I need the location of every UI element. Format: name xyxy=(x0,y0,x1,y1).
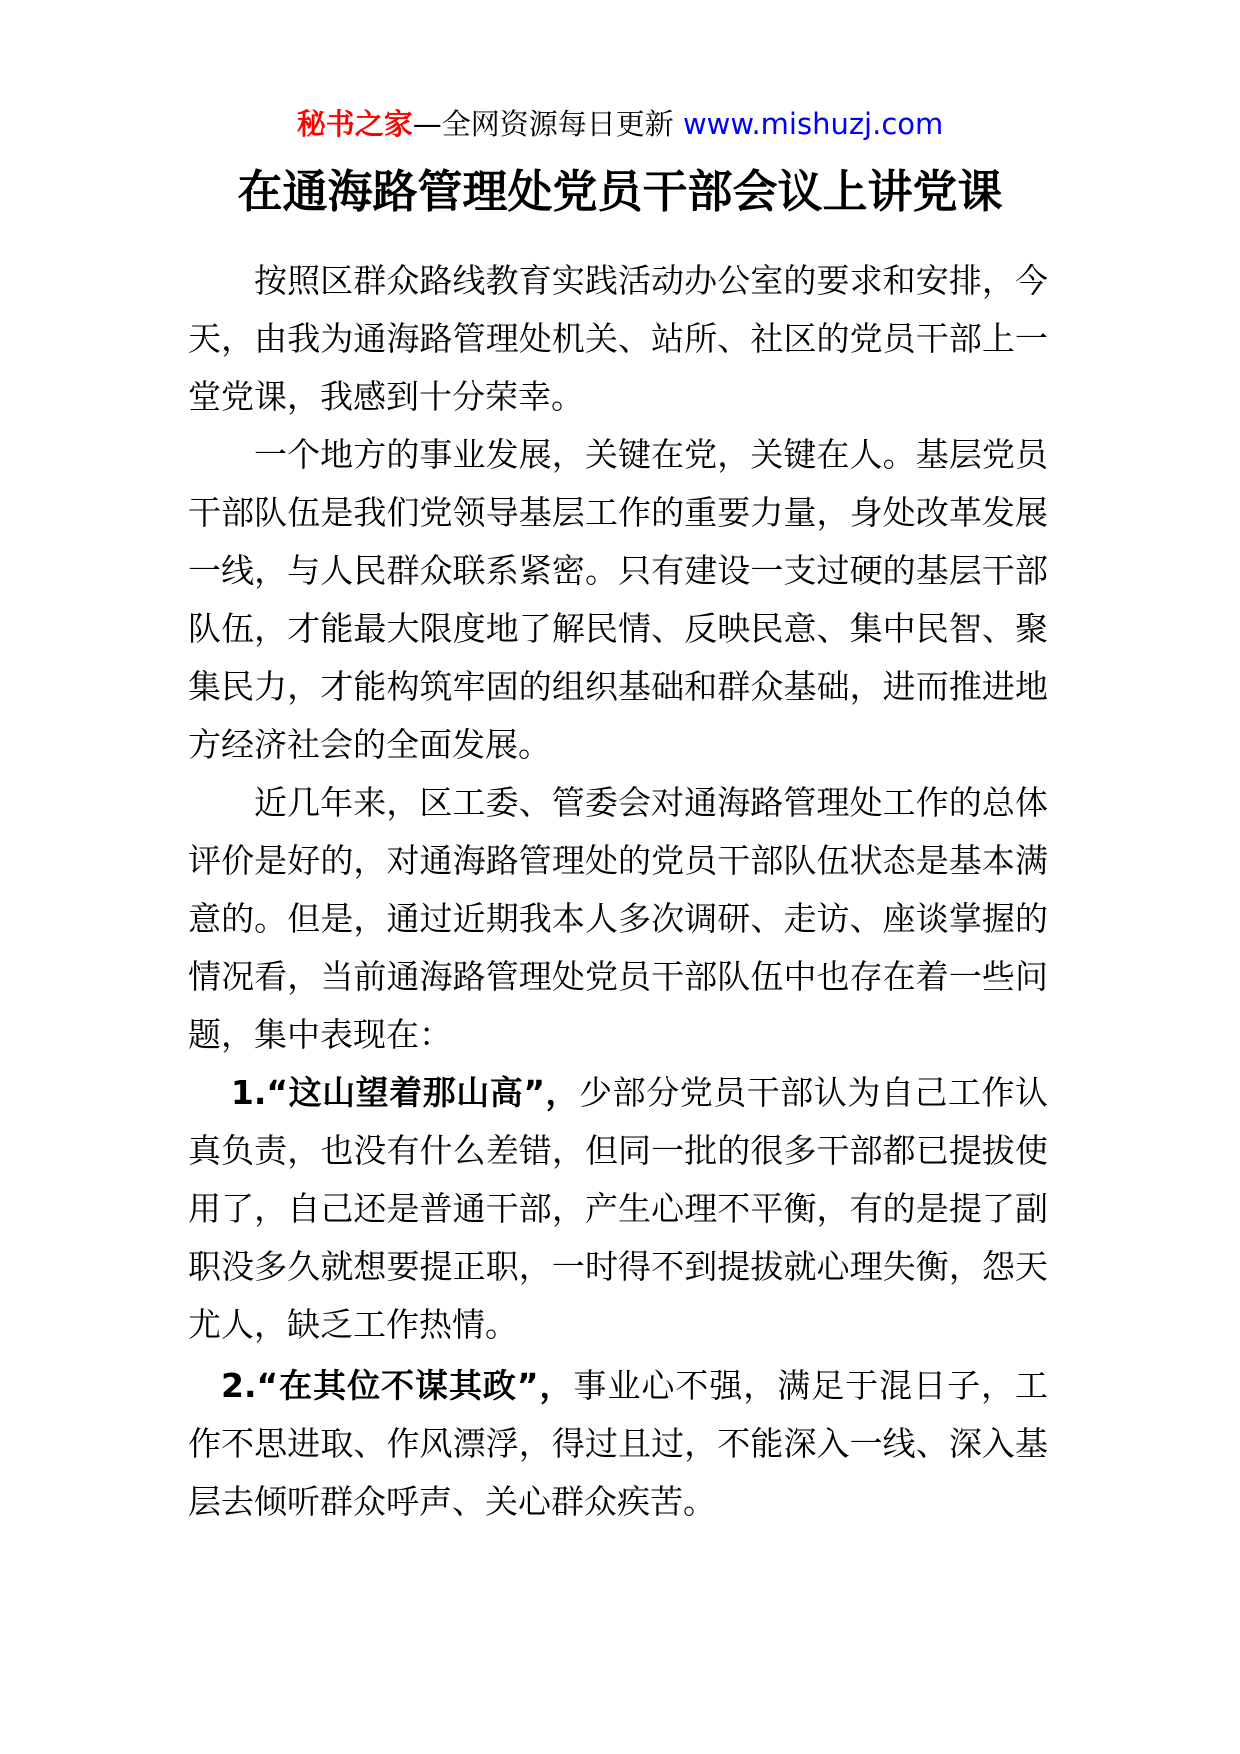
paragraph-assessment: 近几年来，区工委、管委会对通海路管理处工作的总体评价是好的，对通海路管理处的党员干部队伍状态是基本满意的。但是，通过近期我本人多次调研、走访、座谈掌握的情况看，当前通海路管理处党员干部队伍中也存在着一些问题，集中表现在： xyxy=(188,783,1048,1054)
problem-2-heading: 2.“在其位不谋其政”， xyxy=(221,1366,574,1405)
document-title: 在通海路管理处党员干部会议上讲党课 xyxy=(237,165,1003,218)
paragraph-importance: 一个地方的事业发展，关键在党，关键在人。基层党员干部队伍是我们党领导基层工作的重要力量，身处改革发展一线，与人民群众联系紧密。只有建设一支过硬的基层干部队伍，才能最大限度地了解民情、反映民意、集中民智、聚集民力，才能构筑牢固的组织基础和群众基础，进而推进地方经济社会的全面发展。 xyxy=(188,435,1048,764)
site-tagline: —全网资源每日更新 xyxy=(412,107,683,141)
problem-1-text: 少部分党员干部认为自己工作认真负责，也没有什么差错，但同一批的很多干部都已提拔使用了，自己还是普通干部，产生心理不平衡，有的是提了副职没多久就想要提正职，一时得不到提拔就心理失衡，怨天尤人，缺乏工作热情。 xyxy=(188,1073,1049,1344)
paragraph-intro: 按照区群众路线教育实践活动办公室的要求和安排，今天，由我为通海路管理处机关、站所、社区的党员干部上一堂党课，我感到十分荣幸。 xyxy=(188,261,1048,416)
site-url-link[interactable]: www.mishuzj.com xyxy=(682,107,944,141)
problem-1-heading: 1.“这山望着那山高”， xyxy=(230,1073,580,1112)
document-body xyxy=(188,252,1048,1531)
paragraph-problem-2 xyxy=(188,1357,1048,1531)
site-header xyxy=(0,100,1240,148)
site-brand: 秘书之家 xyxy=(296,107,413,141)
paragraph-problem-1 xyxy=(188,1064,1048,1354)
problem-2-text: 事业心不强，满足于混日子，工作不思进取、作风漂浮，得过且过，不能深入一线、深入基层去倾听群众呼声、关心群众疾苦。 xyxy=(188,1366,1049,1521)
